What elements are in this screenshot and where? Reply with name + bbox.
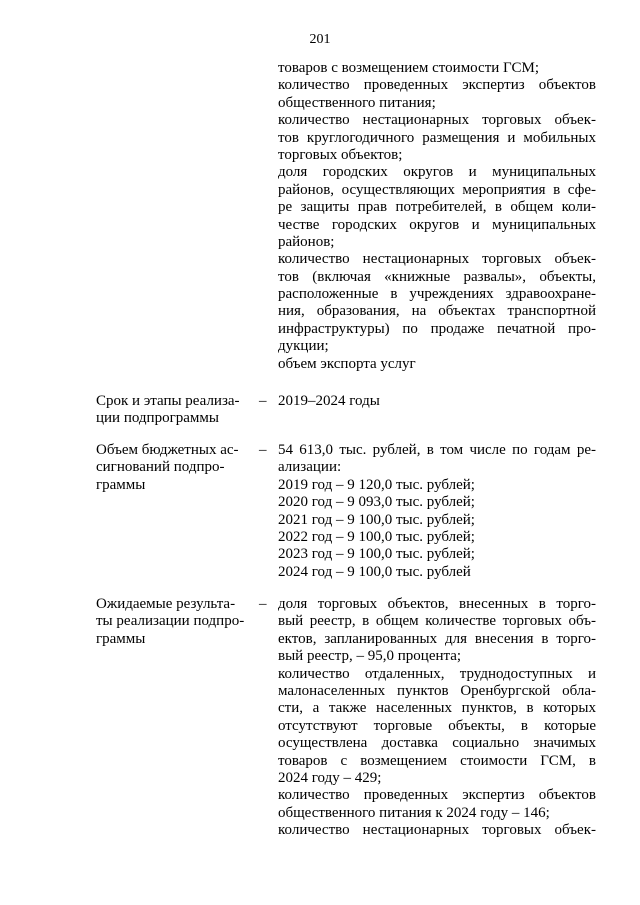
row-dash-budget: –	[259, 442, 267, 458]
row-label-budget	[96, 442, 256, 494]
row-value-line: малонаселенных пунктов Оренбургской обла-	[278, 682, 596, 699]
row-value-line: 2022 год – 9 100,0 тыс. рублей;	[278, 528, 475, 545]
continuation-text-line: общественного питания;	[278, 94, 436, 111]
continuation-text-line: ре защиты прав потребителей, в общем коли-	[278, 199, 596, 216]
row-value-line: отсутствуют торговые объекты, в которые	[278, 717, 596, 734]
row-value-line: вый реестр, – 95,0 процента;	[278, 648, 462, 665]
row-value-line: 2024 году – 429;	[278, 769, 382, 786]
row-value-line: количество нестационарных торговых объек-	[278, 822, 596, 839]
continuation-text-line: районов, осуществляющих мероприятия в сфе-	[278, 181, 596, 198]
row-label-line: граммы	[96, 630, 146, 647]
row-value-line: 2021 год – 9 100,0 тыс. рублей;	[278, 511, 475, 528]
row-value-line: 2024 год – 9 100,0 тыс. рублей	[278, 563, 471, 580]
continuation-text-line: товаров с возмещением стоимости ГСМ;	[278, 60, 540, 76]
row-label-line: граммы	[96, 476, 146, 493]
row-value-budget	[278, 442, 596, 581]
row-value-line: вый реестр, в общем количестве торговых объ-	[278, 613, 596, 630]
row-value-line: осуществлена доставка социально значимых	[278, 735, 596, 752]
row-dash-timeline: –	[259, 393, 267, 409]
row-dash-expected-results: –	[259, 596, 267, 612]
row-label-line: сигнований подпро-	[96, 459, 225, 476]
row-value-line: 2019 год – 9 120,0 тыс. рублей;	[278, 476, 475, 493]
row-label-line: ты реализации подпро-	[96, 613, 245, 630]
continuation-text-line: торговых объектов;	[278, 146, 403, 163]
row-value-line: товаров с возмещением стоимости ГСМ, в	[278, 752, 596, 769]
continuation-text-line: количество нестационарных торговых объек-	[278, 251, 596, 268]
row-value-line: 2020 год – 9 093,0 тыс. рублей;	[278, 494, 475, 511]
continuation-text-line: ния, образования, на объектах транспортной	[278, 303, 596, 320]
row-label-line: Ожидаемые результа-	[96, 596, 236, 612]
page-number: 201	[309, 32, 331, 47]
row-label-line: Срок и этапы реализа-	[96, 393, 240, 409]
continuation-text-line: честве городских округов и муниципальных	[278, 216, 596, 233]
row-label-timeline	[96, 393, 256, 428]
continuation-text-line: тов (включая «книжные развалы», объекты,	[278, 268, 596, 285]
top-continuation-block	[278, 60, 596, 373]
continuation-text-line: инфраструктуры) по продаже печатной про-	[278, 320, 596, 337]
row-value-timeline	[278, 393, 596, 410]
row-value-expected-results	[278, 596, 596, 839]
row-value-line: ектов, запланированных для внесения в торго-	[278, 630, 596, 647]
row-label-line: Объем бюджетных ас-	[96, 442, 239, 458]
row-value-line: сти, а также населенных пунктов, в которых	[278, 700, 596, 717]
row-value-line: общественного питания к 2024 году – 146;	[278, 804, 550, 821]
continuation-text-line: количество нестационарных торговых объек-	[278, 112, 596, 129]
row-value-line: количество отдаленных, труднодоступных и	[278, 665, 596, 682]
row-label-line: ции подпрограммы	[96, 410, 219, 427]
row-value-line: доля торговых объектов, внесенных в торго-	[278, 596, 596, 612]
continuation-text-line: районов;	[278, 233, 335, 250]
continuation-text-line: количество проведенных экспертиз объектов	[278, 77, 596, 94]
row-value-line: 2023 год – 9 100,0 тыс. рублей;	[278, 546, 475, 563]
continuation-text-line: расположенные в учреждениях здравоохране-	[278, 286, 596, 303]
continuation-text-line: дукции;	[278, 338, 329, 355]
continuation-text-line: объем экспорта услуг	[278, 355, 416, 372]
row-value-line: 54 613,0 тыс. рублей, в том числе по годам ре-	[278, 442, 596, 458]
row-label-expected-results	[96, 596, 256, 648]
continuation-text-line: доля городских округов и муниципальных	[278, 164, 596, 181]
row-value-line: количество проведенных экспертиз объектов	[278, 787, 596, 804]
continuation-text-line: тов круглогодичного размещения и мобильных	[278, 129, 596, 146]
row-value-line: 2019–2024 годы	[278, 393, 380, 409]
row-value-line: ализации:	[278, 459, 342, 476]
